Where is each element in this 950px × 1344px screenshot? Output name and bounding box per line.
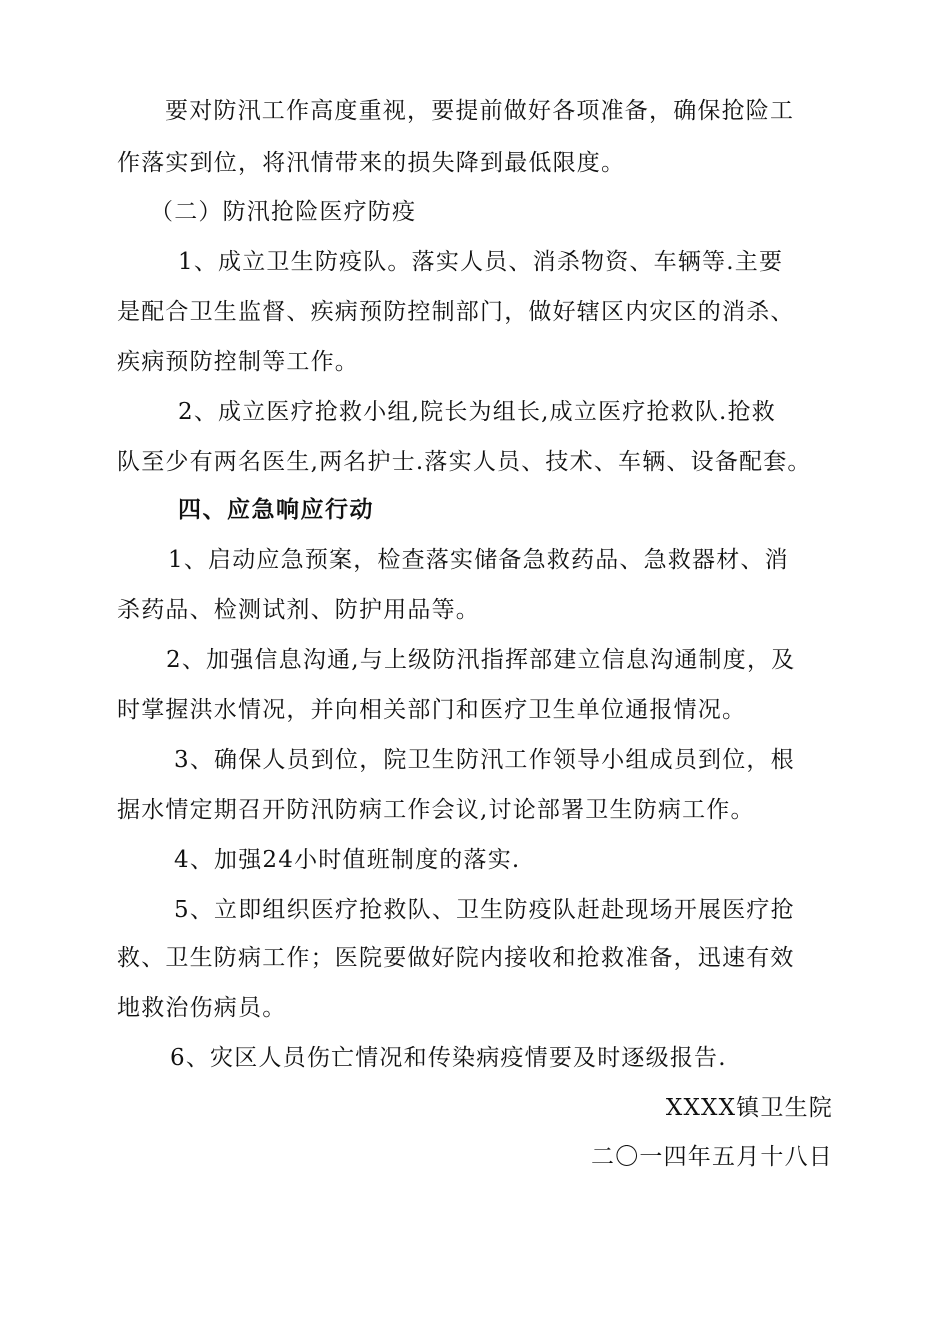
paragraph-line-12: 3、确保人员到位，院卫生防汛工作领导小组成员到位，根: [174, 747, 795, 773]
paragraph-line-16: 救、卫生防病工作；医院要做好院内接收和抢救准备，迅速有效: [117, 945, 795, 971]
paragraph-line-5: 疾病预防控制等工作。: [117, 349, 359, 375]
signature: XXXX镇卫生院: [665, 1095, 833, 1121]
section-heading: 四、应急响应行动: [178, 497, 374, 523]
paragraph-line-3: 1、成立卫生防疫队。落实人员、消杀物资、车辆等.主要: [178, 249, 784, 275]
paragraph-line-18: 6、灾区人员伤亡情况和传染病疫情要及时逐级报告.: [170, 1045, 727, 1071]
paragraph-line-14: 4、加强24小时值班制度的落实.: [174, 847, 521, 873]
paragraph-line-1: 要对防汛工作高度重视，要提前做好各项准备，确保抢险工: [165, 98, 795, 124]
paragraph-line-4: 是配合卫生监督、疾病预防控制部门，做好辖区内灾区的消杀、: [117, 299, 795, 325]
paragraph-line-11: 时掌握洪水情况，并向相关部门和医疗卫生单位通报情况。: [117, 697, 747, 723]
paragraph-line-13: 据水情定期召开防汛防病工作会议,讨论部署卫生防病工作。: [117, 797, 755, 823]
section-subheading: （二）防汛抢险医疗防疫: [150, 199, 417, 225]
document-date: 二〇一四年五月十八日: [591, 1144, 833, 1170]
paragraph-line-6: 2、成立医疗抢救小组,院长为组长,成立医疗抢救队.抢救: [178, 399, 776, 425]
paragraph-line-7: 队至少有两名医生,两名护士.落实人员、技术、车辆、设备配套。: [117, 449, 812, 475]
paragraph-line-9: 杀药品、检测试剂、防护用品等。: [117, 597, 480, 623]
paragraph-line-8: 1、启动应急预案，检查落实储备急救药品、急救器材、消: [168, 547, 789, 573]
paragraph-line-15: 5、立即组织医疗抢救队、卫生防疫队赶赴现场开展医疗抢: [174, 897, 795, 923]
paragraph-line-10: 2、加强信息沟通,与上级防汛指挥部建立信息沟通制度，及: [166, 647, 796, 673]
paragraph-line-17: 地救治伤病员。: [117, 995, 287, 1021]
paragraph-line-2: 作落实到位，将汛情带来的损失降到最低限度。: [117, 150, 626, 176]
